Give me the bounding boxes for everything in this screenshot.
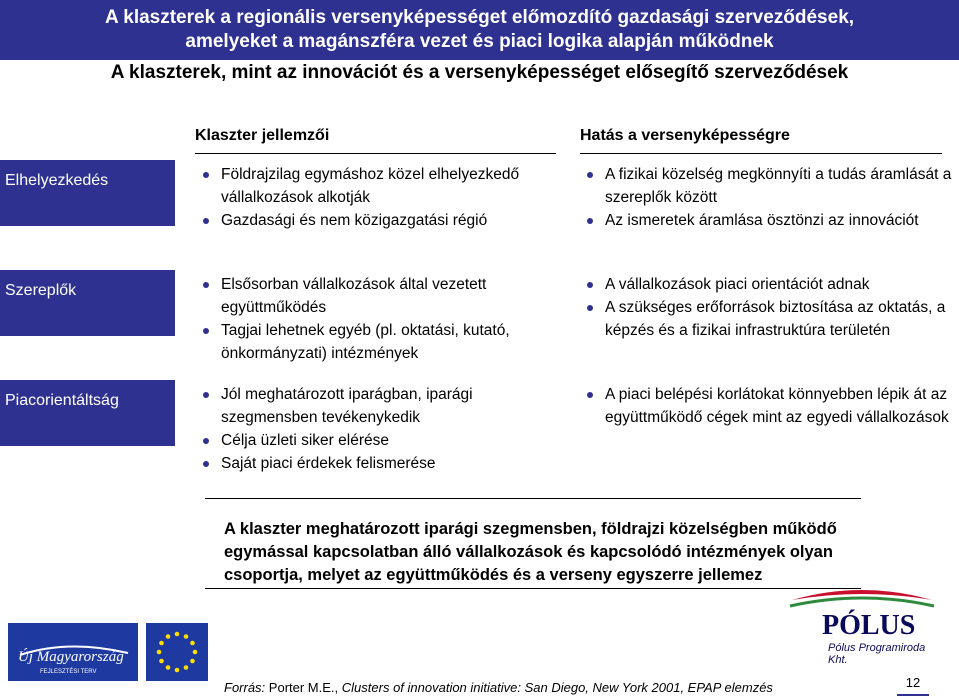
source-author: Porter M.E.,: [268, 680, 339, 695]
polus-logo-sub: Pólus Programiroda Kht.: [828, 642, 926, 666]
features-list-actors: [199, 273, 569, 365]
definition-bottom-rule: [205, 588, 861, 589]
definition-top-rule: [205, 498, 861, 499]
list-item: Földrajzilag egymáshoz közel elhelyezkedő vállalkozások alkotják: [199, 163, 569, 209]
impact-list-actors: [583, 273, 953, 342]
list-item: Saját piaci érdekek felismerése: [199, 452, 569, 475]
list-item: Elsősorban vállalkozások által vezetett együttműködés: [199, 273, 569, 319]
features-list-market: [199, 383, 569, 475]
list-item: Az ismeretek áramlása ösztönzi az innovációt: [583, 209, 953, 232]
definition-text: A klaszter meghatározott iparági szegmensben, földrajzi közelségben működő egymással kapcsolatban álló vállalkozások és kapcsolódó intézmények olyan csoportja, melyet az együttműködés és a verseny egyszerre jellemez: [224, 520, 837, 584]
column-header-impact: Hatás a versenyképességre: [580, 127, 942, 154]
logo-left-sub: FEJLESZTÉSI TERV: [40, 669, 97, 675]
header-title-line1: A klaszterek a regionális versenyképességet előmozdító gazdasági szerveződések,: [104, 7, 855, 28]
list-item: Tagjai lehetnek egyéb (pl. oktatási, kutató, önkormányzati) intézmények: [199, 319, 569, 365]
source-label: Forrás:: [224, 680, 266, 695]
list-item: A vállalkozások piaci orientációt adnak: [583, 273, 953, 296]
list-item: Gazdasági és nem közigazgatási régió: [199, 209, 569, 232]
list-item: Célja üzleti siker elérése: [199, 429, 569, 452]
impact-list-market: [583, 383, 953, 429]
column-header-features: Klaszter jellemzői: [195, 127, 556, 154]
list-item: A piaci belépési korlátokat könnyebben lépik át az együttműködő cégek mint az egyedi vállalkozások: [583, 383, 953, 429]
list-item: Jól meghatározott iparágban, iparági szegmensben tevékenykedik: [199, 383, 569, 429]
header-title-line2: amelyeket a magánszféra vezet és piaci logika alapján működnek: [185, 31, 774, 52]
list-item: A fizikai közelség megkönnyíti a tudás áramlását a szereplők között: [583, 163, 953, 209]
features-list-location: [199, 163, 569, 232]
polus-logo: [782, 586, 942, 666]
uj-magyarorszag-logo: [8, 617, 208, 689]
row-label-location: Elhelyezkedés: [0, 160, 175, 226]
header-band: [0, 0, 959, 60]
subtitle: A klaszterek, mint az innovációt és a versenyképességet elősegítő szerveződések: [110, 62, 849, 83]
row-label-actors: Szereplők: [0, 270, 175, 336]
polus-logo-text: PÓLUS: [822, 610, 916, 641]
list-item: A szükséges erőforrások biztosítása az oktatás, a képzés és a fizikai infrastruktúra területén: [583, 296, 953, 342]
logo-left-text: Új Magyarország: [18, 649, 124, 665]
impact-list-location: [583, 163, 953, 232]
source-line: [224, 680, 773, 696]
row-label-market: Piacorientáltság: [0, 380, 175, 446]
page-number: 12: [897, 675, 929, 696]
source-title: Clusters of innovation initiative: San Diego, New York 2001, EPAP elemzés: [341, 680, 773, 695]
